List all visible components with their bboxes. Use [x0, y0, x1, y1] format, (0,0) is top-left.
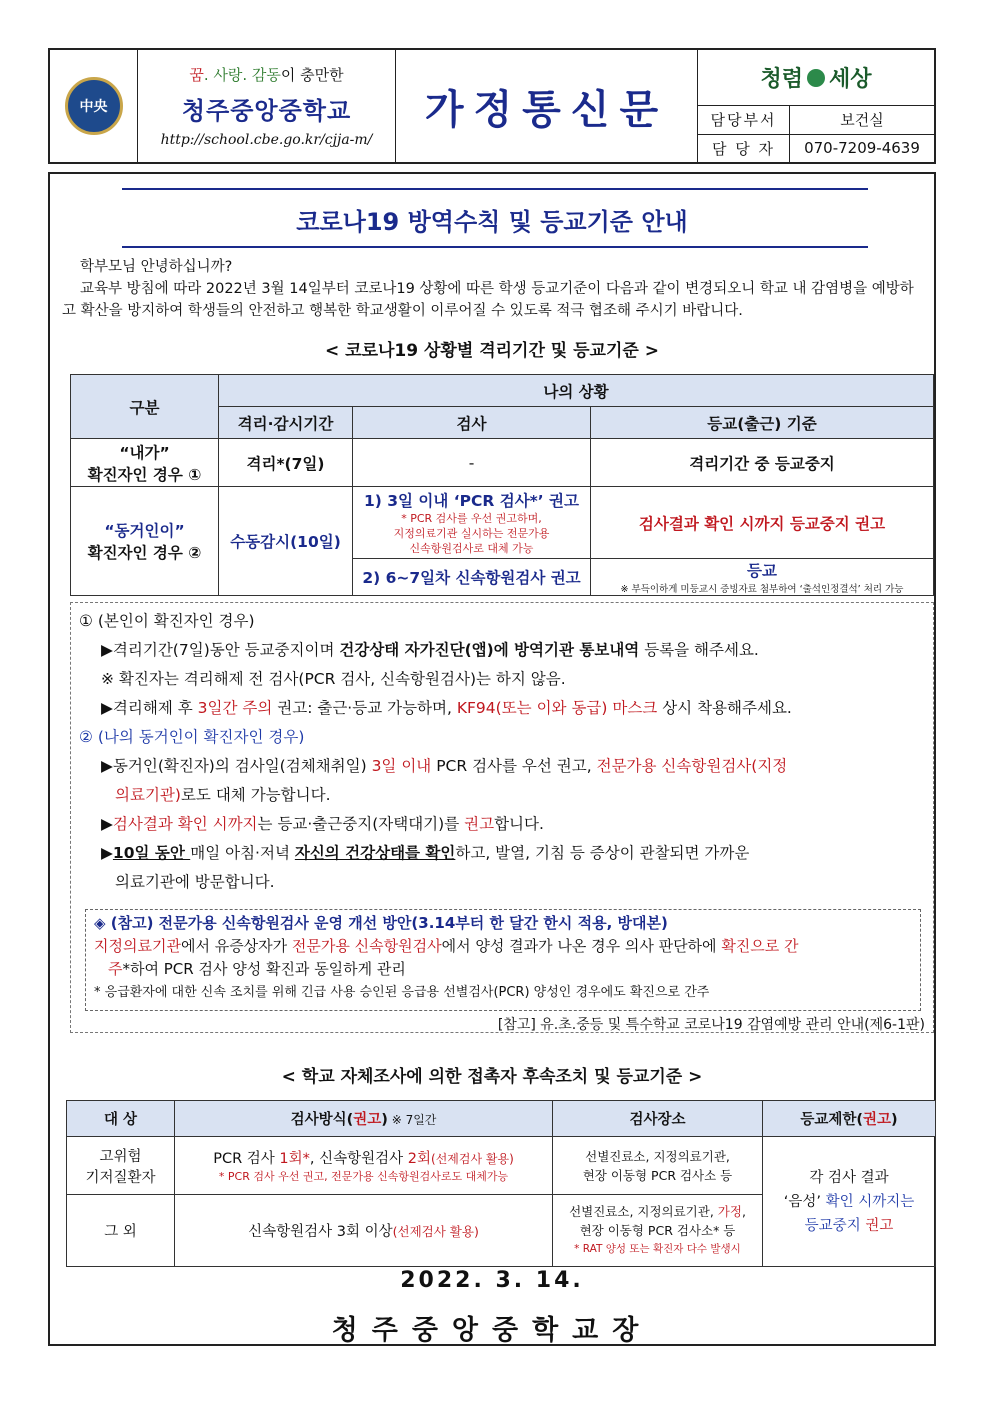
emblem-text: 中央	[79, 99, 108, 115]
row1-category-b: 확진자인 경우 ①	[87, 465, 202, 484]
text-span: 권고	[464, 815, 495, 833]
text-span: ▶격리해제 후	[101, 699, 198, 717]
intro-body: 교육부 방침에 따라 2022년 3월 14일부터 코로나19 상황에 따른 학생 등교기준이 다음과 같이 변경되오니 학교 내 감염병을 예방하고 확산을 방지하여 학생들의 안전하고 행복한 학교생활이 이루어질 수 있도록 적극 협조해 주시기 바랍니다.	[62, 281, 914, 319]
contact-panel	[698, 50, 934, 162]
r1-target-a: 고위험	[99, 1148, 142, 1165]
text-span: 등록을 해주세요.	[639, 641, 759, 659]
row2-test1-note: 지정의료기관 실시하는 전문가용	[393, 527, 550, 540]
contact-label: 담 당 자	[698, 135, 790, 163]
row2-test1-note: * PCR 검사를 우선 권고하며,	[401, 512, 542, 525]
text-span: 확진으로 간	[721, 937, 799, 955]
row2-category-a: “동거인이”	[104, 522, 185, 540]
text-span: 전문가용 신속항원검사(지정	[596, 757, 788, 775]
row2-category-b: 확진자인 경우 ②	[87, 544, 202, 562]
school-logo-cell	[50, 50, 138, 162]
school-name: 청주중앙중학교	[181, 97, 352, 125]
section1-heading: < 코로나19 상황별 격리기간 및 등교기준 >	[325, 341, 659, 361]
r1-place-b: 현장 이동형 PCR 검사소 등	[582, 1167, 733, 1183]
row2-criteria2-note: ※ 부득이하게 미등교시 증빙자료 첨부하여 ‘출석인정결석’ 처리 가능	[620, 584, 904, 595]
text-span: , 신속항원검사	[309, 1151, 408, 1167]
dept-row	[698, 106, 934, 135]
dept-label: 담당부서	[698, 106, 790, 134]
text-span: 로도 대체 가능합니다.	[180, 786, 331, 804]
school-url[interactable]: http://school.cbe.go.kr/cjja-m/	[160, 132, 373, 148]
dept-value: 보건실	[840, 111, 884, 130]
row1-category	[71, 439, 219, 487]
section2-heading: < 학교 자체조사에 의한 접촉자 후속조치 및 등교기준 >	[281, 1067, 703, 1087]
issue-date: 2022. 3. 14.	[400, 1268, 584, 1293]
slogan-left: 청렴	[760, 67, 803, 92]
school-emblem-icon	[65, 77, 123, 135]
note2-item-c	[79, 839, 925, 868]
table-row	[71, 487, 934, 559]
r2-place	[553, 1195, 763, 1267]
text-span: 에서 유증상자가	[180, 937, 292, 955]
note2-item-c-cont: 의료기관에 방문합니다.	[115, 873, 275, 891]
reference-box	[85, 909, 921, 1011]
text-span: 권고	[863, 1112, 892, 1128]
text-span: ▶	[101, 815, 113, 833]
col-situation: 나의 상황	[219, 375, 934, 407]
col-method	[175, 1101, 553, 1137]
text-span: 2회	[407, 1151, 432, 1167]
col-criteria: 등교(출근) 기준	[591, 407, 934, 439]
reference-source: [참고] 유.초.중등 및 특수학교 코로나19 감염예방 관리 안내(제6-1판)	[497, 1017, 925, 1033]
limit-cell	[763, 1137, 936, 1267]
text-span: ※ 7일간	[387, 1113, 437, 1127]
text-span: 1회*	[279, 1151, 310, 1167]
text-span: 에서 양성 결과가 나온 경우 의사 판단하에	[441, 937, 722, 955]
text-span: ‘음성’	[783, 1193, 821, 1210]
text-span: (선제검사 활용)	[431, 1152, 514, 1166]
col-period: 격리·감시기간	[219, 407, 353, 439]
principal-signature: 청주중앙중학교장	[331, 1315, 653, 1346]
r2-place-d: 현장 이동형 PCR 검사소* 등	[579, 1223, 736, 1238]
text-span: 합니다.	[494, 815, 544, 833]
text-span: *하여 PCR 검사 양성 확진과 동일하게 관리	[122, 960, 406, 978]
text-span: 자신의 건강상태를 확인	[294, 844, 456, 862]
r1-method-note: * PCR 검사 우선 권고, 전문가용 신속항원검사로도 대체가능	[218, 1170, 509, 1183]
reference-body	[94, 935, 912, 958]
text-span: 검사결과 확인 시까지	[112, 815, 258, 833]
document-title: 코로나19 방역수칙 및 등교기준 안내	[296, 208, 688, 236]
row1-category-a: “내가”	[119, 443, 170, 462]
text-span: 상시 착용해주세요.	[657, 699, 792, 717]
r1-target-b: 기저질환자	[85, 1169, 156, 1186]
text-span: 3일 이내	[371, 757, 432, 775]
r1-place-a: 선별진료소, 지정의료기관,	[585, 1148, 730, 1164]
row1-test: -	[353, 439, 591, 487]
text-span: 는 등교·출근중지(자택대기)를	[257, 815, 465, 833]
text-span: 권고	[353, 1112, 382, 1128]
row2-test2: 2) 6~7일차 신속항원검사 권고	[353, 559, 591, 596]
title-rule-bottom	[122, 246, 868, 248]
r2-target: 그 외	[67, 1195, 175, 1267]
text-span: 매일 아침·저녁	[190, 844, 295, 862]
col-category: 구분	[71, 375, 219, 439]
motto-part: . 감동	[242, 66, 281, 84]
integrity-slogan	[698, 50, 934, 106]
reference-footnote: * 응급환자에 대한 신속 조치를 위해 긴급 사용 승인된 응급용 선별검사(PCR) 양성인 경우에도 확진으로 간주	[94, 985, 710, 1000]
contact-value: 070-7209-4639	[804, 139, 920, 158]
text-span: 신속항원검사 3회 이상	[248, 1224, 393, 1240]
r1-target	[67, 1137, 175, 1195]
motto-part: 이 충만한	[280, 66, 344, 84]
greeting: 학부모님 안녕하십니까?	[80, 259, 233, 275]
r1-place	[553, 1137, 763, 1195]
text-span: PCR 검사	[213, 1151, 280, 1167]
motto-part: . 사랑	[203, 66, 243, 84]
note2-item-a	[79, 752, 925, 781]
text-span: )	[891, 1112, 898, 1128]
text-span: ,	[741, 1204, 746, 1219]
r1-method	[175, 1137, 553, 1195]
text-span: 검사방식(	[290, 1112, 354, 1128]
note1-item-a	[79, 636, 925, 665]
table-row	[67, 1137, 936, 1195]
text-span: ▶동거인(확진자)의 검사일(검체채취일)	[101, 757, 372, 775]
r2-place-note: * RAT 양성 또는 확진자 다수 발생시	[574, 1243, 741, 1255]
note2-item-a-cont	[79, 781, 925, 810]
text-span: 주	[108, 960, 123, 978]
text-span: 하고, 발열, 기침 등 증상이 관찰되면 가까운	[455, 844, 750, 862]
table-row	[71, 439, 934, 487]
isolation-table	[70, 374, 934, 596]
text-span: )	[381, 1112, 388, 1128]
text-span: 10일 동안	[112, 844, 191, 862]
reference-body-cont	[94, 958, 912, 981]
row2-test1-note: 신속항원검사로 대체 가능	[409, 542, 534, 555]
intro	[62, 256, 920, 322]
col-target: 대 상	[67, 1101, 175, 1137]
notes-box	[70, 602, 934, 1033]
school-motto	[189, 64, 343, 85]
title-rule-top	[122, 188, 868, 190]
text-span: PCR 검사를 우선 권고,	[431, 757, 597, 775]
row2-criteria2	[591, 559, 934, 596]
slogan-right: 세상	[829, 67, 872, 92]
col-limit	[763, 1101, 936, 1137]
contact-followup-table	[66, 1100, 936, 1267]
text-span: 3일간 주의	[197, 699, 273, 717]
text-span: (선제검사 활용)	[392, 1224, 479, 1239]
reference-title: ◈ (참고) 전문가용 신속항원검사 운영 개선 방안(3.14부터 한 달간 한시 적용, 방대본)	[94, 914, 668, 932]
doc-type-title: 가정통신문	[396, 50, 698, 162]
col-place: 검사장소	[553, 1101, 763, 1137]
row2-test1	[353, 487, 591, 559]
contact-row	[698, 135, 934, 163]
r2-method	[175, 1195, 553, 1267]
text-span: 권고	[865, 1217, 894, 1234]
text-span: 건강상태 자가진단(앱)에 방역기관 통보내역	[339, 641, 640, 659]
text-span: KF94(또는 이와 동급) 마스크	[456, 699, 658, 717]
text-span: ▶격리기간(7일)동안 등교중지이며	[101, 641, 340, 659]
note1-item-b: ※ 확진자는 격리해제 전 검사(PCR 검사, 신속항원검사)는 하지 않음.	[101, 670, 566, 688]
text-span: 선별진료소, 지정의료기관,	[569, 1204, 718, 1219]
text-span: 의료기관)	[115, 786, 181, 804]
row2-category	[71, 487, 219, 596]
col-test: 검사	[353, 407, 591, 439]
text-span: 권고: 출근·등교 가능하며,	[272, 699, 457, 717]
school-info	[138, 50, 396, 162]
note1-heading: ① (본인이 확진자인 경우)	[79, 612, 255, 630]
row1-period: 격리*(7일)	[219, 439, 353, 487]
text-span: ▶	[101, 844, 113, 862]
note2-item-b	[79, 810, 925, 839]
note1-item-c	[79, 694, 925, 723]
motto-part: 꿈	[189, 66, 204, 84]
row1-criteria: 격리기간 중 등교중지	[591, 439, 934, 487]
text-span: 지정의료기관	[94, 937, 181, 955]
letterhead	[48, 48, 936, 164]
text-span: 등교중지	[804, 1217, 866, 1234]
row2-criteria1: 검사결과 확인 시까지 등교중지 권고	[591, 487, 934, 559]
content-box	[48, 172, 936, 1346]
row2-period: 수동감시(10일)	[219, 487, 353, 596]
slogan-emblem-icon	[807, 69, 825, 87]
row2-criteria2-text: 등교	[747, 562, 777, 580]
limit-line-a: 각 검사 결과	[809, 1169, 889, 1186]
text-span: 가정	[717, 1204, 742, 1219]
text-span: 확인 시까지는	[820, 1193, 915, 1210]
text-span: 등교제한(	[800, 1112, 863, 1128]
note2-heading: ② (나의 동거인이 확진자인 경우)	[79, 728, 305, 746]
text-span: 전문가용 신속항원검사	[291, 937, 442, 955]
row2-test1-text: 1) 3일 이내 ‘PCR 검사*’ 권고	[364, 492, 579, 510]
